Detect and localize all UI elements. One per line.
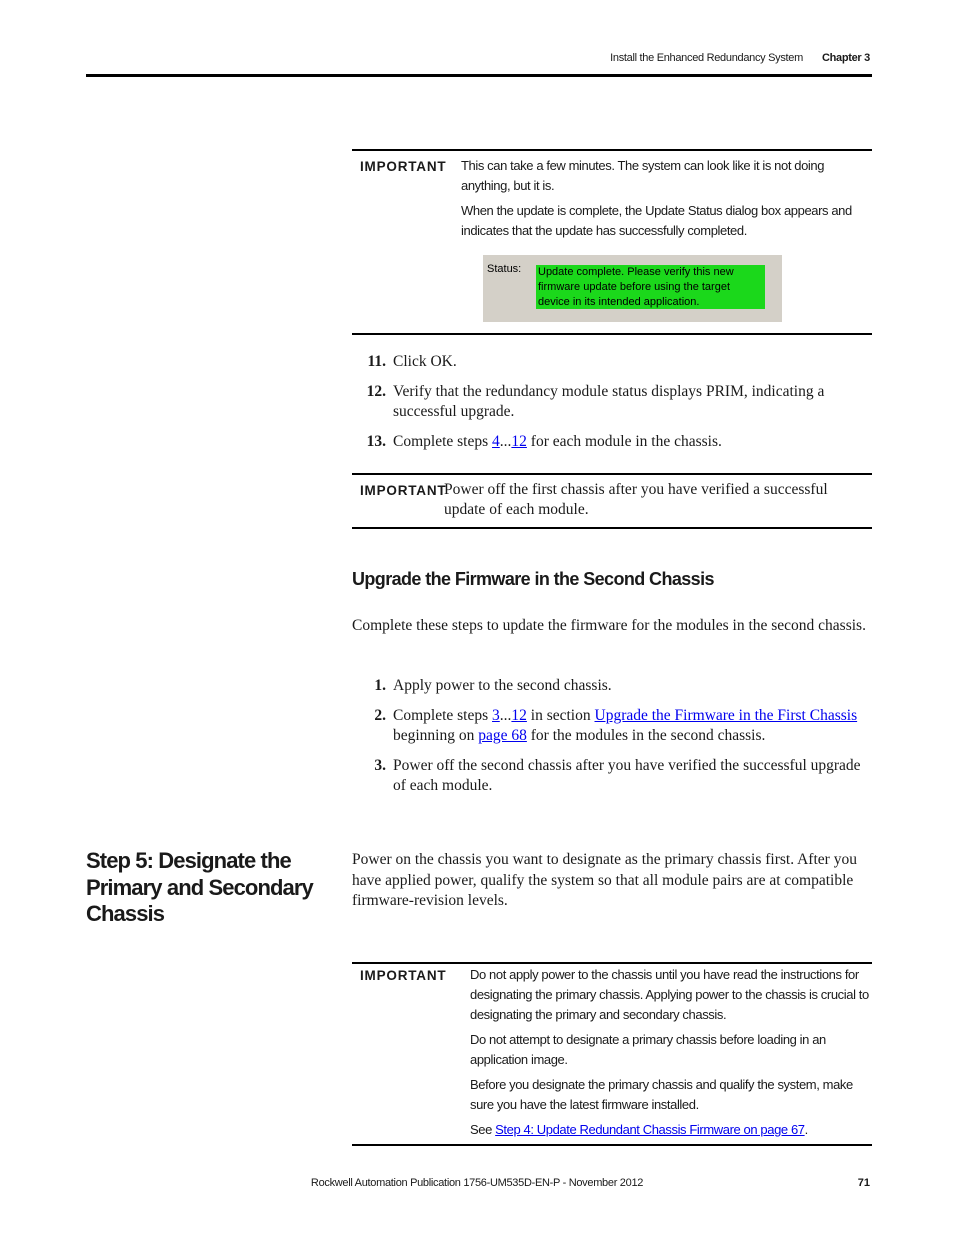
step-link[interactable]: 4 <box>492 433 500 450</box>
header-chapter: Chapter 3 <box>821 52 870 64</box>
step-text: in section <box>526 707 595 724</box>
step-text: Verify that the redundancy module status displays PRIM, indicating a successful upgrade. <box>393 383 825 420</box>
step-text: Complete steps <box>393 707 493 724</box>
list-item <box>352 432 872 452</box>
step-number: 11. <box>367 353 386 370</box>
important-text: Before you designate the primary chassis and qualify the system, make sure you have the latest firmware installed. <box>470 1077 853 1112</box>
important-box-power-off <box>352 473 872 529</box>
step-link[interactable]: 12 <box>511 433 527 450</box>
footer-publication: Rockwell Automation Publication 1756-UM535D-EN-P - November 2012 <box>310 1177 644 1189</box>
see-text: See <box>470 1122 496 1137</box>
important-text: Do not apply power to the chassis until you have read the instructions for designating the primary chassis. Applying power to the chassis is crucial to designating the primary and secondary chassis. <box>470 967 869 1022</box>
page-link[interactable]: page 68 <box>478 727 527 744</box>
step-text: beginning on <box>393 727 479 744</box>
step-link[interactable]: 3 <box>492 707 500 724</box>
list-item <box>352 756 872 796</box>
step-text: Apply power to the second chassis. <box>393 677 612 694</box>
important-label: IMPORTANT <box>360 159 447 174</box>
important-body <box>461 156 869 246</box>
cross-reference-link[interactable]: Step 4: Update Redundant Chassis Firmware on page 67 <box>495 1122 805 1137</box>
step-text: Click OK. <box>393 353 457 370</box>
step-number: 12. <box>366 383 386 400</box>
step-number: 2. <box>374 707 386 724</box>
step-list-first-chassis <box>352 352 872 462</box>
important-label: IMPORTANT <box>360 483 447 498</box>
list-item <box>352 676 872 696</box>
step-number: 13. <box>366 433 386 450</box>
important-text: This can take a few minutes. The system can look like it is not doing anything, but it is. <box>461 158 825 193</box>
important-text: Power off the first chassis after you have verified a successful update of each module. <box>444 481 828 518</box>
important-box-designate <box>352 962 872 1146</box>
period-text: . <box>804 1122 808 1137</box>
status-label: Status: <box>487 263 522 275</box>
step-text: Complete steps <box>393 433 493 450</box>
important-text: When the update is complete, the Update Status dialog box appears and indicates that the update has successfully completed. <box>461 203 852 238</box>
section-heading: Upgrade the Firmware in the Second Chassis <box>352 569 714 589</box>
section-intro: Complete these steps to update the firmware for the modules in the second chassis. <box>352 617 866 634</box>
important-body <box>470 965 870 1145</box>
important-text <box>470 1120 870 1140</box>
list-item <box>352 352 872 372</box>
step-text: Power off the second chassis after you have verified the successful upgrade of each module. <box>393 757 861 794</box>
step-link[interactable]: 12 <box>511 707 527 724</box>
list-item <box>352 382 872 422</box>
list-item <box>352 706 872 746</box>
important-box-update-time <box>352 149 872 335</box>
step-text: ... <box>499 433 512 450</box>
important-text: Do not attempt to designate a primary chassis before loading in an application image. <box>470 1032 826 1067</box>
step-text: ... <box>499 707 512 724</box>
step-list-second-chassis <box>352 676 872 806</box>
header-section-title: Install the Enhanced Redundancy System <box>610 52 803 64</box>
header-rule <box>86 74 872 77</box>
step-number: 3. <box>374 757 386 774</box>
page-header <box>86 52 872 68</box>
step-text: for the modules in the second chassis. <box>526 727 766 744</box>
status-dialog-screenshot <box>483 255 782 322</box>
step5-intro: Power on the chassis you want to designate as the primary chassis first. After you have applied power, qualify the system so that all module pairs are at compatible firmware-revision levels. <box>352 851 857 909</box>
page-number: 71 <box>857 1177 870 1189</box>
section-link[interactable]: Upgrade the Firmware in the First Chassis <box>594 707 858 724</box>
important-label: IMPORTANT <box>360 968 447 983</box>
status-message-box: Update complete. Please verify this new firmware update before using the target device in its intended application. <box>536 265 765 309</box>
step-text: for each module in the chassis. <box>526 433 722 450</box>
step5-heading: Step 5: Designate the Primary and Secondary Chassis <box>86 848 313 926</box>
step-number: 1. <box>374 677 386 694</box>
